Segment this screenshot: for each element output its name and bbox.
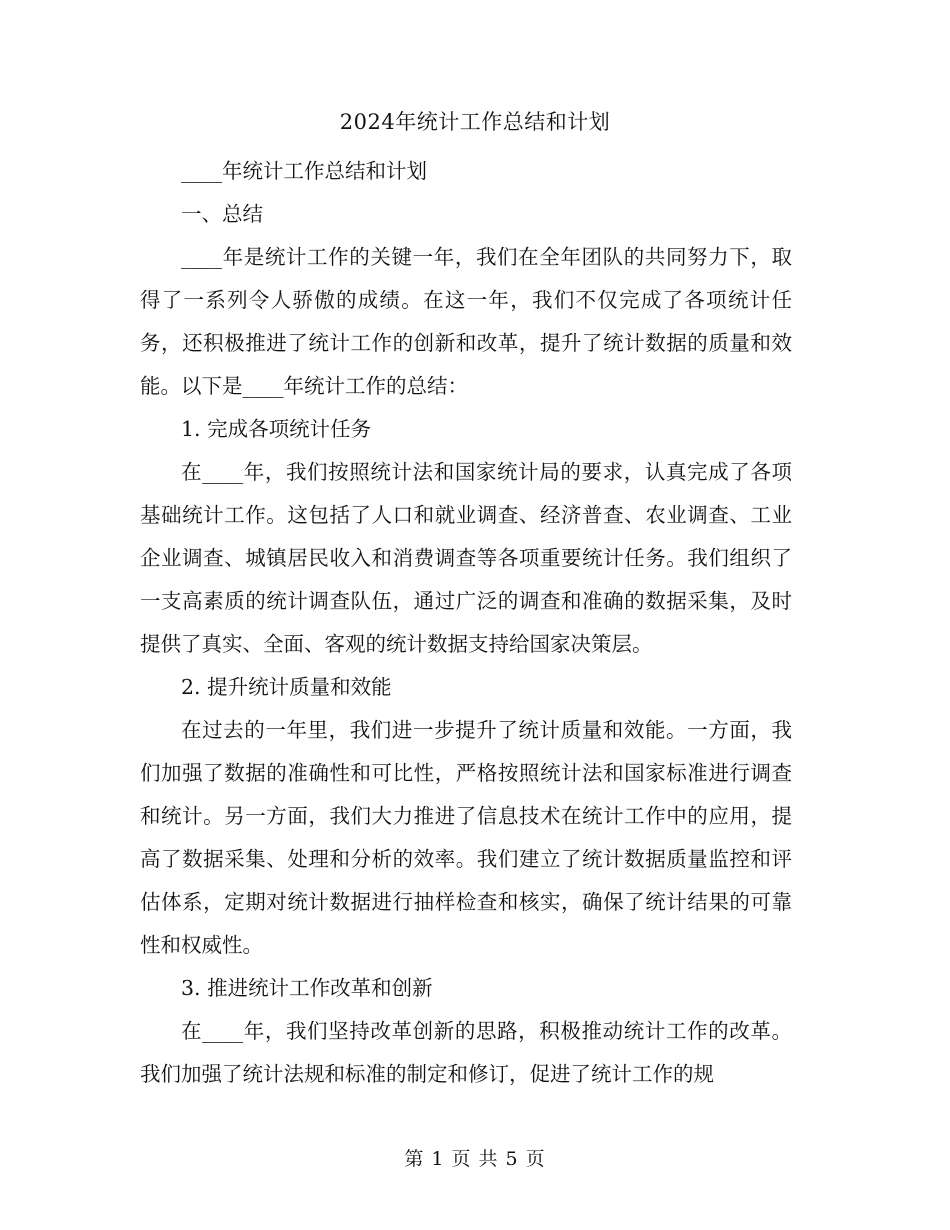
paragraph-3: 在____年，我们坚持改革创新的思路，积极推动统计工作的改革。我们加强了统计法规和标准的制定和修订，促进了统计工作的规 [140,1019,792,1086]
subheading-1: 1. 完成各项统计任务 [181,417,372,441]
paragraph-subtitle: ____年统计工作总结和计划 [181,159,427,183]
paragraph-intro: ____年是统计工作的关键一年，我们在全年团队的共同努力下，取得了一系列令人骄傲的成绩。在这一年，我们不仅完成了各项统计任务，还积极推进了统计工作的创新和改革，提升了统计数据的质量和效能。以下是____年统计工作的总结： [140,245,792,398]
paragraph-2: 在过去的一年里，我们进一步提升了统计质量和效能。一方面，我们加强了数据的准确性和可比性，严格按照统计法和国家标准进行调查和统计。另一方面，我们大力推进了信息技术在统计工作中的应用，提高了数据采集、处理和分析的效率。我们建立了统计数据质量监控和评估体系，定期对统计数据进行抽样检查和核实，确保了统计结果的可靠性和权威性。 [140,718,792,957]
subheading-2: 2. 提升统计质量和效能 [181,675,392,699]
document-body [140,150,792,1096]
subheading-3: 3. 推进统计工作改革和创新 [181,976,433,1000]
paragraph-1: 在____年，我们按照统计法和国家统计局的要求，认真完成了各项基础统计工作。这包括了人口和就业调查、经济普查、农业调查、工业企业调查、城镇居民收入和消费调查等各项重要统计任务。我们组织了一支高素质的统计调查队伍，通过广泛的调查和准确的数据采集，及时提供了真实、全面、客观的统计数据支持给国家决策层。 [140,460,792,656]
page-footer: 第 1 页 共 5 页 [404,1148,546,1170]
section-heading-summary: 一、总结 [181,202,263,226]
document-title: 2024年统计工作总结和计划 [339,110,611,134]
